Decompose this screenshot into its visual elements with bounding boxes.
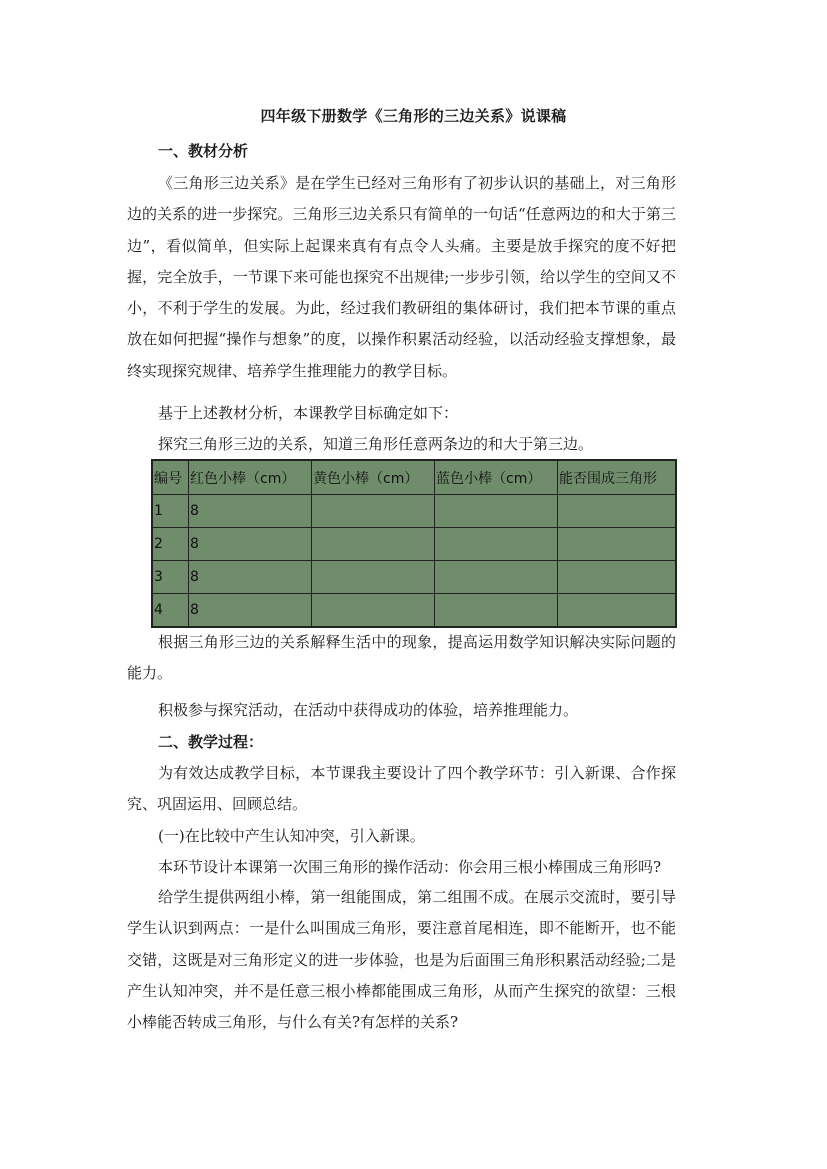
table-row [152, 594, 676, 628]
table-cell: 8 [189, 594, 312, 628]
table-header-cell: 红色小棒（cm） [189, 460, 312, 495]
stick-experiment-table [151, 459, 677, 628]
paragraph-step-1-heading: (一)在比较中产生认知冲突，引入新课。 [158, 827, 425, 845]
table-row [152, 495, 676, 528]
paragraph-goal-3: 积极参与探究活动，在活动中获得成功的体验，培养推理能力。 [158, 701, 579, 719]
table-header-cell: 编号 [152, 460, 189, 495]
paragraph-teaching-steps: 为有效达成教学目标，本节课我主要设计了四个教学环节：引入新课、合作探究、巩固运用、回顾总结。 [127, 764, 676, 814]
table-cell [558, 495, 677, 528]
table-cell: 3 [152, 561, 189, 594]
table-cell [435, 528, 558, 561]
table-cell [312, 528, 435, 561]
table-cell [312, 594, 435, 628]
table-row [152, 528, 676, 561]
paragraph-activity-details: 给学生提供两组小棒，第一组能围成，第二组围不成。在展示交流时，要引导学生认识到两点：一是什么叫围成三角形，要注意首尾相连，即不能断开，也不能交错，这既是对三角形定义的进一步体验，也是为后面围三角形积累活动经验;二是产生认知冲突，并不是任意三根小棒都能围成三角形，从而产生探究的欲望：三根小棒能否转成三角形，与什么有关?有怎样的关系? [127, 888, 676, 1032]
table-cell [312, 495, 435, 528]
table-cell [558, 594, 677, 628]
table-cell: 4 [152, 594, 189, 628]
table-cell: 2 [152, 528, 189, 561]
paragraph-goal-2: 根据三角形三边的关系解释生活中的现象，提高运用数学知识解决实际问题的能力。 [127, 633, 676, 683]
table-cell: 1 [152, 495, 189, 528]
section-heading-textbook-analysis: 一、教材分析 [158, 142, 249, 160]
table-header-row [152, 460, 676, 495]
table-cell: 8 [189, 495, 312, 528]
table-cell [435, 594, 558, 628]
paragraph-first-activity: 本环节设计本课第一次围三角形的操作活动：你会用三根小棒围成三角形吗? [158, 858, 662, 876]
paragraph-textbook-analysis: 《三角形三边关系》是在学生已经对三角形有了初步认识的基础上，对三角形边的关系的进一步探究。三角形三边关系只有简单的一句话“任意两边的和大于第三边”，看似简单，但实际上起课来真有有点令人头痛。主要是放手探究的度不好把握，完全放手，一节课下来可能也探究不出规律;一步步引领，给以学生的空间又不小，不利于学生的发展。为此，经过我们教研组的集体研讨，我们把本节课的重点放在如何把握“操作与想象”的度，以操作积累活动经验，以活动经验支撑想象，最终实现探究规律、培养学生推理能力的教学目标。 [127, 174, 676, 380]
table-header-cell: 黄色小棒（cm） [312, 460, 435, 495]
table-cell: 8 [189, 528, 312, 561]
table-cell [435, 561, 558, 594]
table-header-cell: 蓝色小棒（cm） [435, 460, 558, 495]
section-heading-teaching-process: 二、教学过程： [158, 733, 264, 751]
table-header-cell: 能否围成三角形 [558, 460, 677, 495]
table-cell [312, 561, 435, 594]
table-cell: 8 [189, 561, 312, 594]
table-cell [558, 561, 677, 594]
document-title: 四年级下册数学《三角形的三边关系》说课稿 [260, 107, 567, 125]
paragraph-goals-intro: 基于上述教材分析，本课教学目标确定如下： [158, 404, 459, 422]
table-cell [435, 495, 558, 528]
table-row [152, 561, 676, 594]
paragraph-goal-1: 探究三角形三边的关系，知道三角形任意两条边的和大于第三边。 [158, 435, 594, 453]
table-cell [558, 528, 677, 561]
